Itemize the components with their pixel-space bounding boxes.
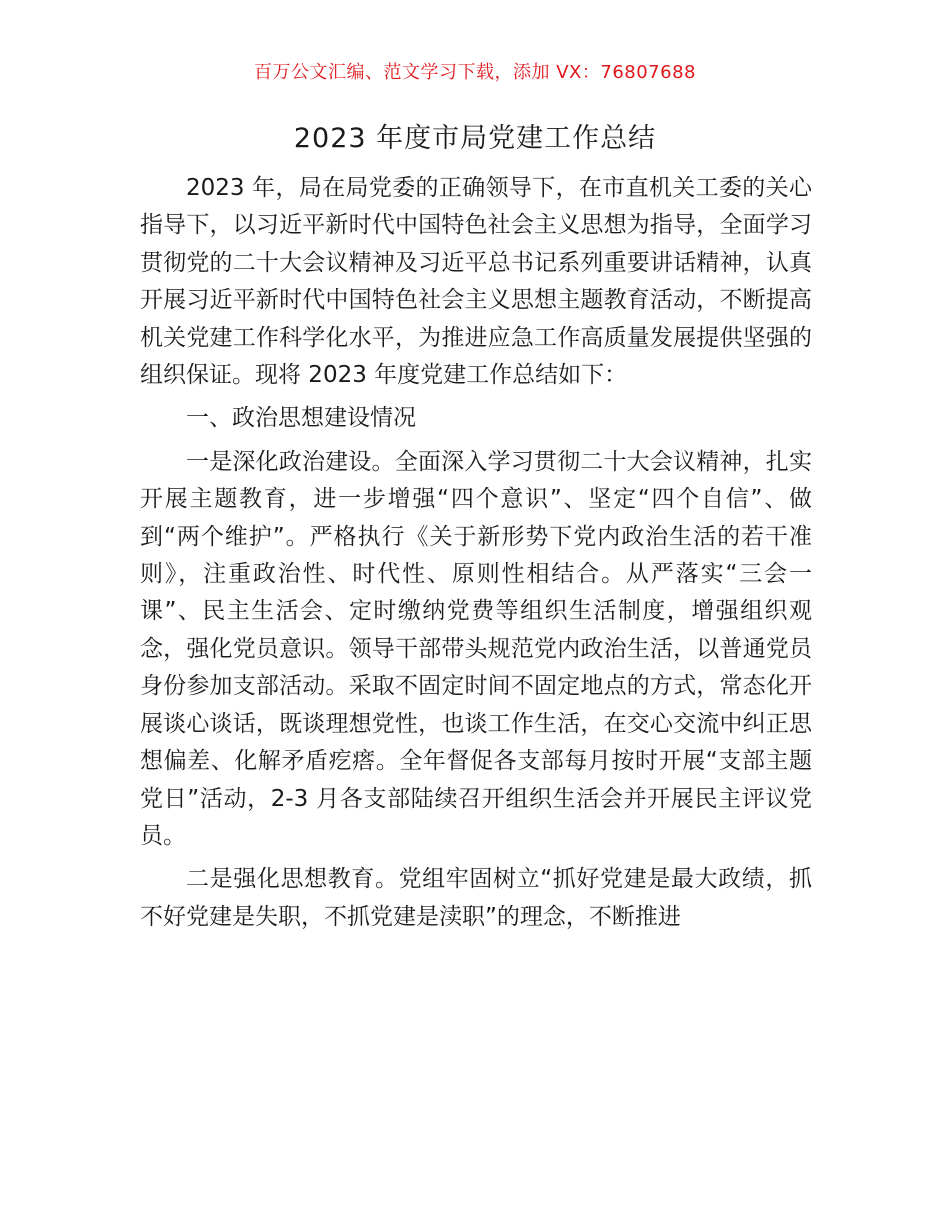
section-heading: 一、政治思想建设情况 bbox=[186, 405, 416, 432]
body-paragraph: 二是强化思想教育。党组牢固树立“抓好党建是最大政绩，抓不好党建是失职，不抓党建是渎职”的理念，不断推进 bbox=[140, 866, 812, 930]
document-title: 2023 年度市局党建工作总结 bbox=[293, 123, 657, 154]
intro-paragraph: 2023 年，局在局党委的正确领导下，在市直机关工委的关心指导下，以习近平新时代中国特色社会主义思想为指导，全面学习贯彻党的二十大会议精神及习近平总书记系列重要讲话精神，认真开展习近平新时代中国特色社会主义思想主题教育活动，不断提高机关党建工作科学化水平，为推进应急工作高质量发展提供坚强的组织保证。现将 2023 年度党建工作总结如下： bbox=[140, 175, 812, 389]
watermark-header: 百万公文汇编、范文学习下载，添加 VX：76807688 bbox=[254, 62, 696, 83]
body-paragraph: 一是深化政治建设。全面深入学习贯彻二十大会议精神，扎实开展主题教育，进一步增强“四个意识”、坚定“四个自信”、做到“两个维护”。严格执行《关于新形势下党内政治生活的若干准则》，注重政治性、时代性、原则性相结合。从严落实“三会一课”、民主生活会、定时缴纳党费等组织生活制度，增强组织观念，强化党员意识。领导干部带头规范党内政治生活，以普通党员身份参加支部活动。采取不固定时间不固定地点的方式，常态化开展谈心谈话，既谈理想党性，也谈工作生活，在交心交流中纠正思想偏差、化解矛盾疙瘩。全年督促各支部每月按时开展“支部主题党日”活动，2-3 月各支部陆续召开组织生活会并开展民主评议党员。 bbox=[140, 448, 812, 849]
document-body bbox=[140, 170, 812, 936]
